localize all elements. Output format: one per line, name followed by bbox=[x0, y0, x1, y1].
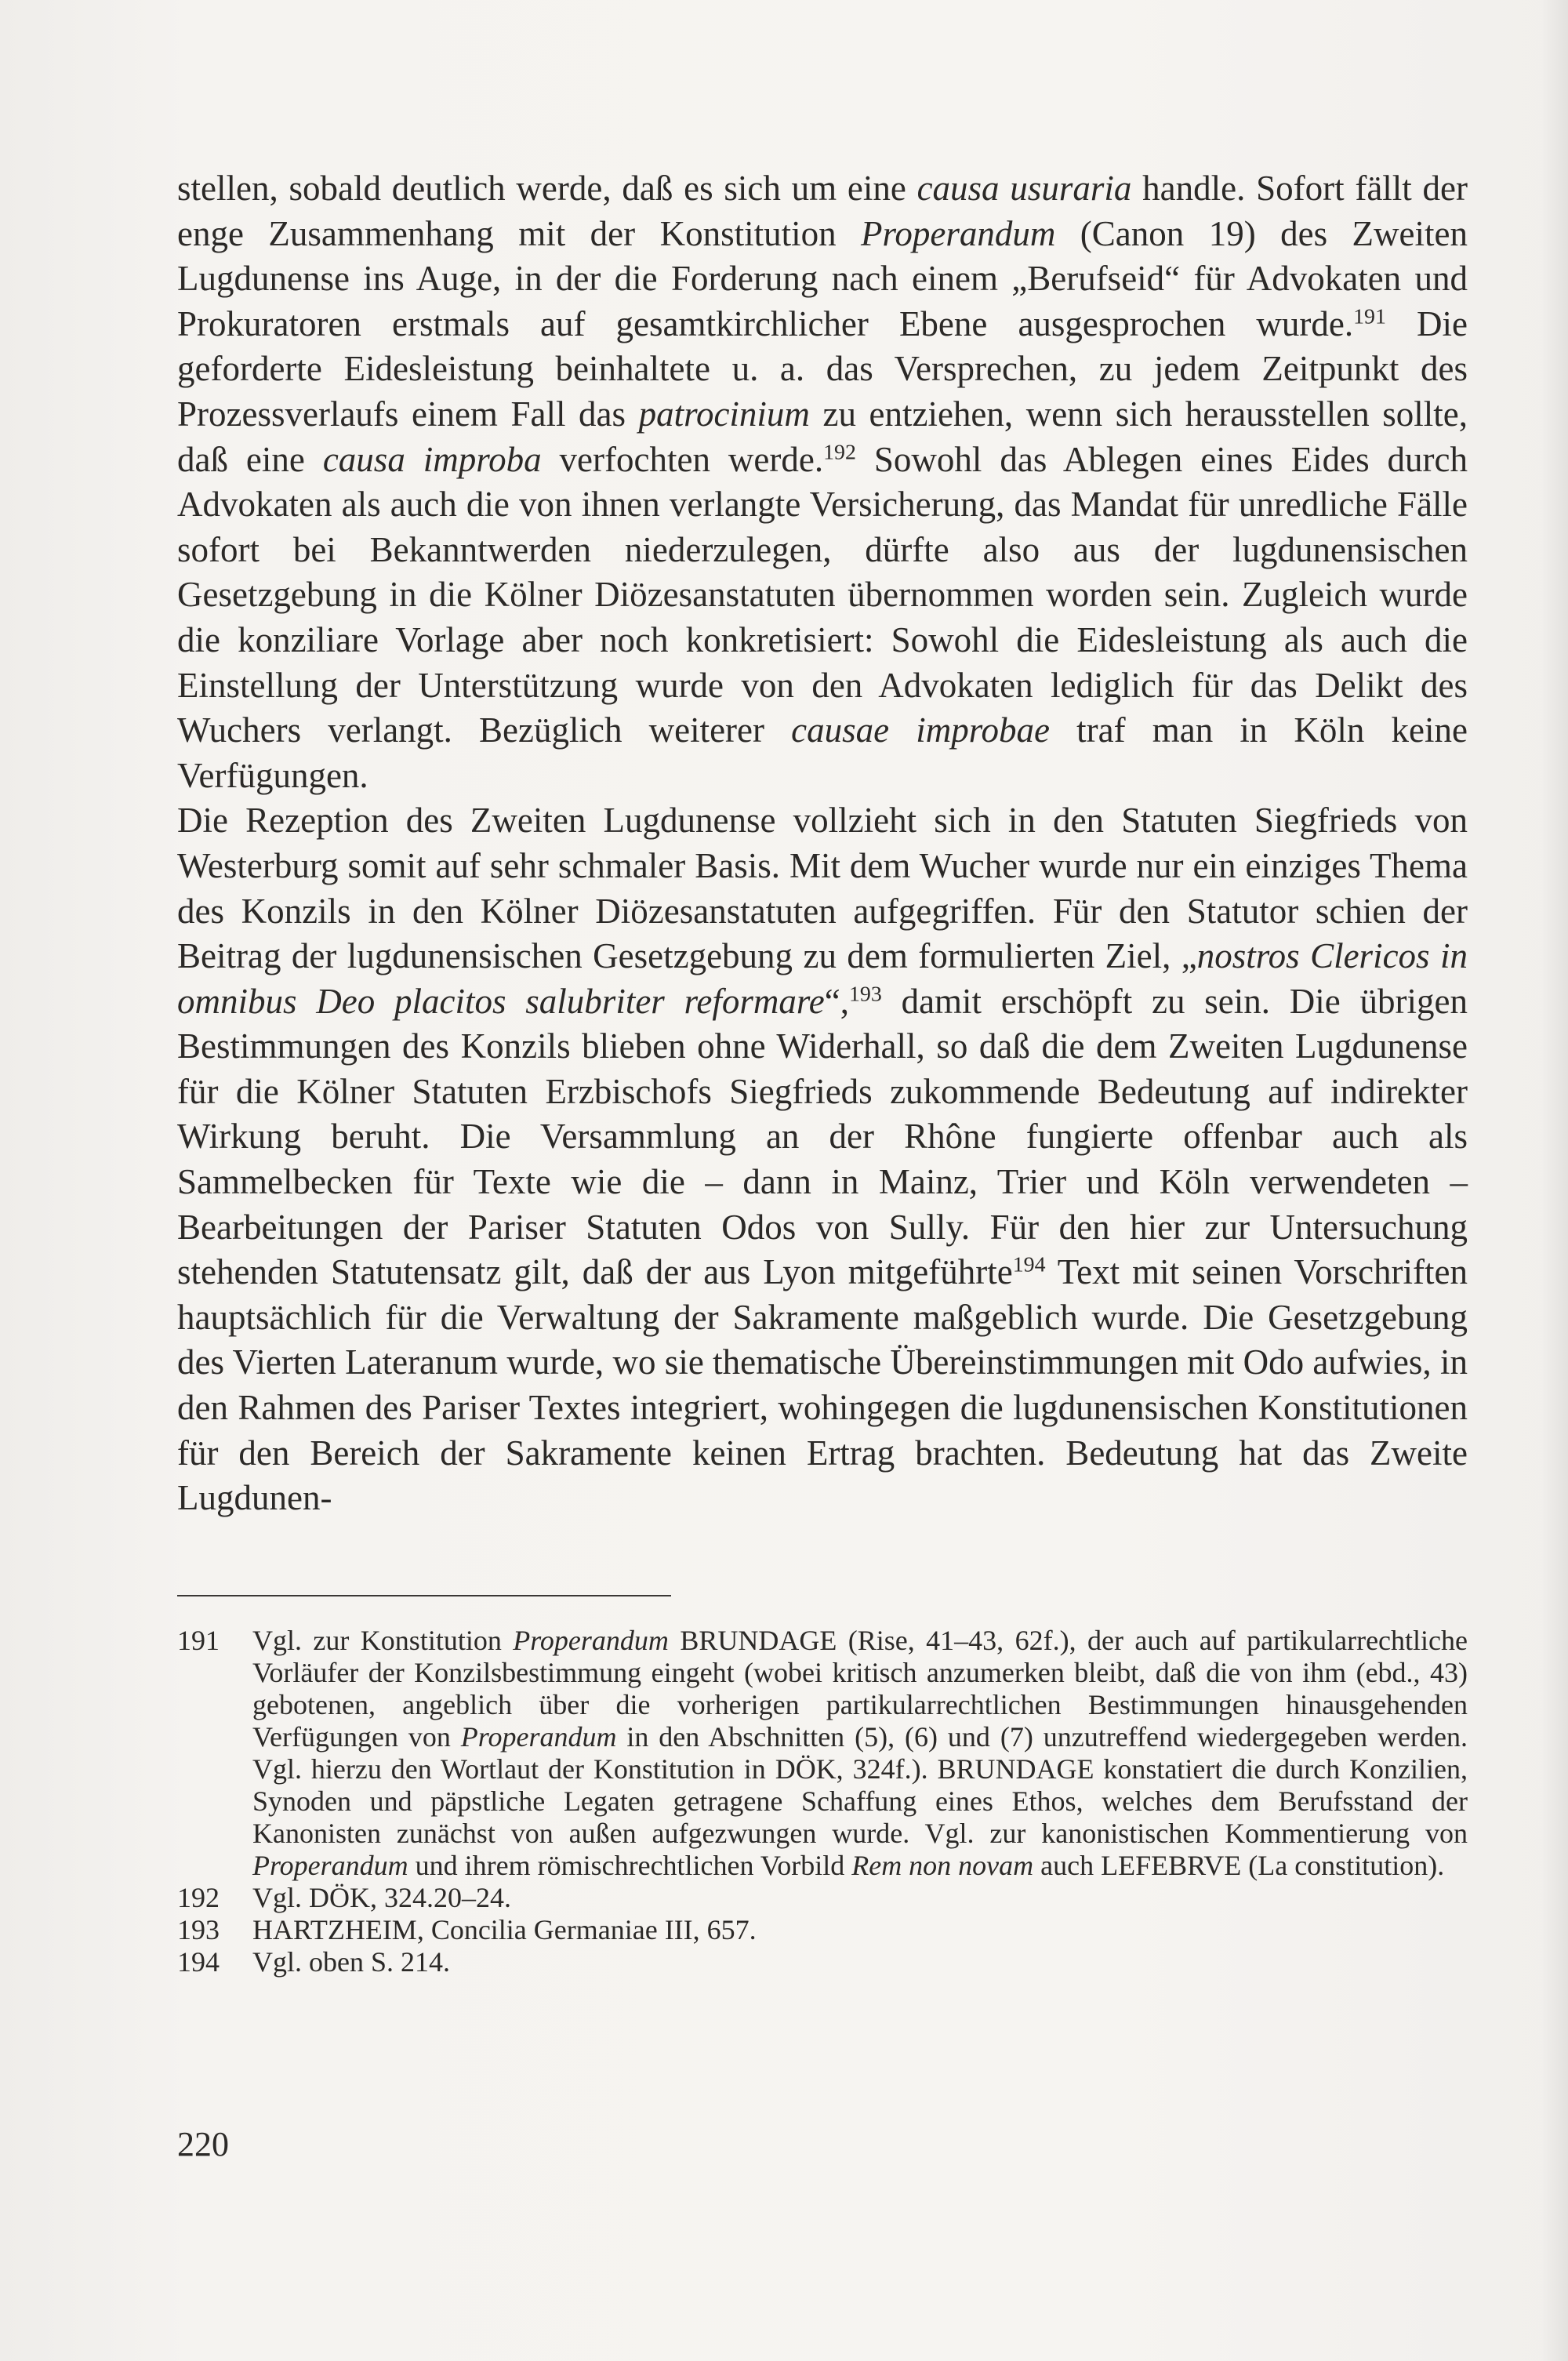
text-run: BRUNDAGE (Rise, 41–43, 62f.), der auch auf partikularrechtliche Vorläufer der Konzilsbestimmung eingeht (wobei kritisch anzumerken bleibt, daß die von ihm (ebd., 43) gebotenen, angeblich über die vorherigen partikularrechtlichen Bestimmungen hinausgehenden Verfügungen von bbox=[252, 1625, 1468, 1753]
text-run: auch LEFEBRVE (La constitution). bbox=[1033, 1850, 1445, 1881]
italic-term: Rem non novam bbox=[851, 1850, 1034, 1881]
footnote-text: HARTZHEIM, Concilia Germaniae III, 657. bbox=[252, 1914, 757, 1945]
italic-quote: nostros Clericos in omnibus Deo placitos salubriter reformare bbox=[177, 936, 1468, 1021]
text-run: handle. Sofort fällt der enge Zusammenhang mit der Konstitution bbox=[177, 169, 1468, 253]
page-number: 220 bbox=[177, 2125, 229, 2163]
footnote-ref-194[interactable]: 194 bbox=[1012, 1252, 1046, 1277]
text-run: Vgl. zur Konstitution bbox=[252, 1625, 514, 1656]
text-run: Text mit seinen Vorschriften hauptsächlich für die Verwaltung der Sakramente maßgeblich wurde. Die Gesetzgebung des Vierten Lateranum wurde, wo sie thematische Übereinstimmungen mit Odo aufwies, in den Rahmen des Pariser Textes integriert, wohingegen die lugdunensischen Konstitutionen für den Bereich der Sakramente keinen Ertrag brachten. Bedeutung hat das Zweite Lugdunen- bbox=[177, 1252, 1468, 1518]
footnote-separator bbox=[177, 1595, 671, 1596]
text-run: und ihrem römischrechtlichen Vorbild bbox=[408, 1850, 852, 1881]
italic-term: Properandum bbox=[252, 1850, 408, 1881]
footnote-text: Vgl. DÖK, 324.20–24. bbox=[252, 1882, 511, 1913]
italic-term: causa improba bbox=[322, 439, 542, 479]
footnote-ref-193[interactable]: 193 bbox=[848, 982, 882, 1007]
footnotes bbox=[177, 1625, 1468, 1978]
text-run: (Canon 19) des Zweiten Lugdunense ins Auge, in der die Forderung nach einem „Berufseid“ für Advokaten und Prokuratoren erstmals auf gesamtkirchlicher Ebene ausgesprochen wurde. bbox=[177, 213, 1468, 343]
footnote-number: 191 bbox=[177, 1625, 220, 1656]
text-run: traf man in Köln keine Verfügungen. bbox=[177, 710, 1468, 795]
footnote-192 bbox=[177, 1882, 1468, 1914]
main-text bbox=[177, 166, 1468, 1521]
footnote-number: 193 bbox=[177, 1914, 220, 1945]
text-run: verfochten werde. bbox=[541, 439, 824, 479]
text-run: Die Rezeption des Zweiten Lugdunense vollzieht sich in den Statuten Siegfrieds von Westerburg somit auf sehr schmaler Basis. Mit dem Wucher wurde nur ein einziges Thema des Konzils in den Kölner Diözesanstatuten aufgegriffen. Für den Statutor schien der Beitrag der lugdunensischen Gesetzgebung zu dem formulierten Ziel, „ bbox=[177, 801, 1468, 976]
paragraph-1 bbox=[177, 166, 1468, 798]
italic-term: Properandum bbox=[861, 213, 1056, 253]
footnote-193 bbox=[177, 1914, 1468, 1946]
footnote-number: 192 bbox=[177, 1882, 220, 1913]
footnote-191 bbox=[177, 1625, 1468, 1882]
text-run: stellen, sobald deutlich werde, daß es sich um eine bbox=[177, 169, 917, 208]
text-run: Sowohl das Ablegen eines Eides durch Advokaten als auch die von ihnen verlangte Versicherung, das Mandat für unredliche Fälle sofort bei Bekanntwerden niederzulegen, dürfte also aus der lugdunensischen Gesetzgebung in die Kölner Diözesanstatuten übernommen worden sein. Zugleich wurde die konziliare Vorlage aber noch konkretisiert: Sowohl die Eidesleistung als auch die Einstellung der Unterstützung wurde von den Advokaten lediglich für das Delikt des Wuchers verlangt. Bezüglich weiterer bbox=[177, 439, 1468, 750]
paragraph-2 bbox=[177, 798, 1468, 1521]
footnote-ref-191[interactable]: 191 bbox=[1353, 304, 1386, 329]
footnote-text: Vgl. oben S. 214. bbox=[252, 1946, 450, 1978]
italic-term: Properandum bbox=[513, 1625, 669, 1656]
italic-term: causa usuraria bbox=[916, 169, 1132, 208]
footnote-ref-192[interactable]: 192 bbox=[823, 440, 856, 465]
footnote-number: 194 bbox=[177, 1946, 220, 1978]
footnote-194 bbox=[177, 1946, 1468, 1978]
text-run: Die geforderte Eidesleistung beinhaltete u. a. das Versprechen, zu jedem Zeitpunkt des Prozessverlaufs einem Fall das bbox=[177, 303, 1468, 434]
italic-term: patrocinium bbox=[638, 394, 810, 434]
italic-term: causae improbae bbox=[791, 710, 1051, 750]
footnote-text bbox=[252, 1625, 1468, 1882]
text-run: damit erschöpft zu sein. Die übrigen Bestimmungen des Konzils blieben ohne Widerhall, so daß die dem Zweiten Lugdunense für die Kölner Statuten Erzbischofs Siegfrieds zukommende Bedeutung auf indirekter Wirkung beruht. Die Versammlung an der Rhône fungierte offenbar auch als Sammelbecken für Texte wie die – dann in Mainz, Trier und Köln verwendeten – Bearbeitungen der Pariser Statuten Odos von Sully. Für den hier zur Untersuchung stehenden Statutensatz gilt, daß der aus Lyon mitgeführte bbox=[177, 981, 1468, 1292]
text-run: in den Abschnitten (5), (6) und (7) unzutreffend wiedergegeben werden. Vgl. hierzu den Wortlaut der Konstitution in DÖK, 324f.). BRUNDAGE konstatiert die durch Konzilien, Synoden und päpstliche Legaten getragene Schaffung eines Ethos, welches dem Berufsstand der Kanonisten zunächst von außen aufgezwungen wurde. Vgl. zur kanonistischen Kommentierung von bbox=[252, 1721, 1468, 1849]
italic-term: Properandum bbox=[460, 1721, 617, 1753]
text-run: “, bbox=[824, 981, 849, 1021]
text-run: zu entziehen, wenn sich herausstellen sollte, daß eine bbox=[177, 394, 1468, 479]
